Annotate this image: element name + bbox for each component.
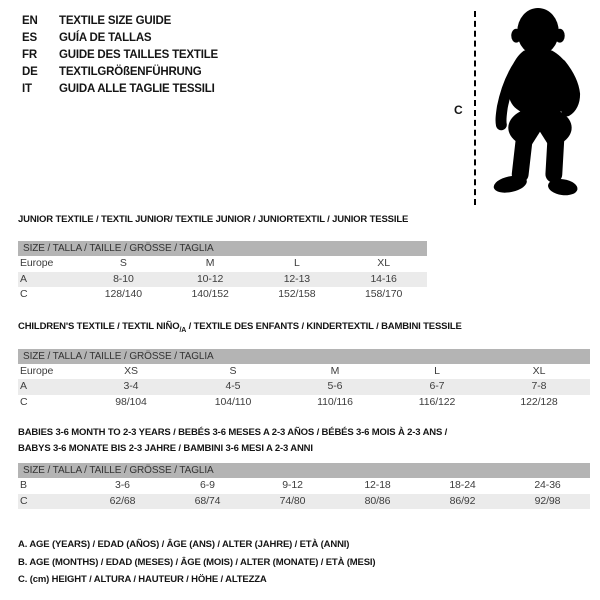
legend-note: B. AGE (MONTHS) / EDAD (MESES) / ÂGE (MOIS) / ALTER (MONATE) / ETÀ (MESI) bbox=[18, 556, 376, 568]
size-cell: 3-4 bbox=[123, 380, 139, 393]
size-table bbox=[18, 241, 427, 303]
size-cell: 10-12 bbox=[196, 272, 224, 285]
table-row bbox=[18, 256, 427, 272]
row-label: B bbox=[20, 479, 27, 491]
title-text: BABIES 3-6 MONTH TO 2-3 YEARS / BEBÉS 3-6 MESES A 2-3 AÑOS / BÉBÉS 3-6 MOIS À 2-3 ANS / bbox=[18, 427, 448, 438]
language-row bbox=[22, 12, 218, 29]
size-cell: 116/122 bbox=[418, 395, 456, 408]
size-header-bar: SIZE / TALLA / TAILLE / GRÖSSE / TAGLIA bbox=[18, 463, 590, 478]
size-cell: 152/158 bbox=[278, 288, 316, 300]
size-cell: 62/68 bbox=[109, 494, 136, 507]
size-cell: 6-7 bbox=[429, 380, 445, 393]
size-cell: 74/80 bbox=[279, 494, 306, 507]
row-label: C bbox=[20, 395, 28, 408]
legend-note: A. AGE (YEARS) / EDAD (AÑOS) / ÂGE (ANS) / ALTER (JAHRE) / ETÀ (ANNI) bbox=[18, 539, 350, 550]
row-label: C bbox=[20, 494, 28, 507]
language-code: IT bbox=[22, 82, 32, 95]
height-measure-line bbox=[474, 11, 476, 205]
size-table bbox=[18, 463, 590, 509]
language-label: GUÍA DE TALLAS bbox=[59, 31, 152, 44]
table-row bbox=[18, 379, 590, 395]
size-cell: 5-6 bbox=[327, 380, 343, 393]
language-label: TEXTILGRÖßENFÜHRUNG bbox=[59, 65, 202, 78]
table-row bbox=[18, 494, 590, 510]
size-cell: 80/86 bbox=[364, 494, 391, 507]
size-cell: 128/140 bbox=[104, 288, 142, 300]
language-code: FR bbox=[22, 48, 37, 61]
size-cell: XS bbox=[124, 364, 138, 377]
size-cell: S bbox=[229, 364, 237, 377]
size-header-bar: SIZE / TALLA / TAILLE / GRÖSSE / TAGLIA bbox=[18, 349, 590, 364]
table-title bbox=[18, 319, 590, 339]
size-cell: 4-5 bbox=[225, 380, 241, 393]
table-row bbox=[18, 287, 427, 303]
title-text: BABYS 3-6 MONATE BIS 2-3 JAHRE / BAMBINI 3-6 MESI A 2-3 ANNI bbox=[18, 443, 313, 454]
table-row bbox=[18, 478, 590, 494]
legend-note: C. (cm) HEIGHT / ALTURA / HAUTEUR / HÖHE / ALTEZZA bbox=[18, 574, 267, 585]
size-cell: M bbox=[205, 257, 215, 269]
row-label: A bbox=[20, 272, 27, 285]
language-code: EN bbox=[22, 14, 38, 27]
table-title bbox=[18, 441, 590, 457]
row-label: A bbox=[20, 380, 27, 393]
size-cell: 12-18 bbox=[364, 479, 391, 491]
table-title bbox=[18, 212, 427, 228]
language-label: GUIDA ALLE TAGLIE TESSILI bbox=[59, 82, 215, 95]
size-cell: 12-13 bbox=[283, 272, 311, 285]
size-table-section bbox=[18, 425, 590, 509]
size-cell: 9-12 bbox=[282, 479, 303, 491]
size-cell: L bbox=[294, 257, 300, 269]
size-cell: 122/128 bbox=[520, 395, 558, 408]
language-row bbox=[22, 46, 218, 63]
baby-figure bbox=[450, 5, 598, 210]
title-text: /A bbox=[179, 326, 187, 334]
size-cell: 6-9 bbox=[200, 479, 215, 491]
table-row bbox=[18, 272, 427, 288]
size-cell: 92/98 bbox=[534, 494, 561, 507]
language-row bbox=[22, 80, 218, 97]
legend-notes bbox=[18, 536, 375, 589]
size-cell: XL bbox=[377, 257, 390, 269]
size-cell: 98/104 bbox=[115, 395, 147, 408]
row-label: C bbox=[20, 288, 28, 300]
table-row bbox=[18, 395, 590, 411]
language-list bbox=[22, 12, 218, 97]
size-cell: 68/74 bbox=[194, 494, 221, 507]
size-header-bar: SIZE / TALLA / TAILLE / GRÖSSE / TAGLIA bbox=[18, 241, 427, 256]
row-label: Europe bbox=[20, 364, 54, 377]
language-code: DE bbox=[22, 65, 38, 78]
height-label: C bbox=[454, 103, 463, 117]
size-cell: 158/170 bbox=[364, 288, 403, 300]
language-row bbox=[22, 63, 218, 80]
size-cell: 8-10 bbox=[113, 272, 134, 285]
size-cell: XL bbox=[532, 364, 546, 377]
language-row bbox=[22, 29, 218, 46]
size-cell: M bbox=[330, 364, 340, 377]
language-label: GUIDE DES TAILLES TEXTILE bbox=[59, 48, 218, 61]
size-cell: 18-24 bbox=[449, 479, 476, 491]
title-text: JUNIOR TEXTILE / TEXTIL JUNIOR/ TEXTILE JUNIOR / JUNIORTEXTIL / JUNIOR TESSILE bbox=[18, 214, 409, 225]
row-label: Europe bbox=[20, 257, 54, 269]
size-cell: L bbox=[434, 364, 440, 377]
size-cell: 110/116 bbox=[317, 395, 353, 408]
size-cell: 14-16 bbox=[370, 272, 397, 285]
table-title bbox=[18, 425, 590, 441]
language-label: TEXTILE SIZE GUIDE bbox=[59, 14, 172, 27]
size-cell: 24-36 bbox=[534, 479, 561, 491]
size-cell: 104/110 bbox=[214, 395, 252, 408]
size-cell: S bbox=[119, 257, 127, 269]
size-table-section bbox=[18, 212, 427, 303]
size-cell: 3-6 bbox=[115, 479, 130, 491]
size-cell: 7-8 bbox=[531, 380, 547, 393]
table-row bbox=[18, 364, 590, 380]
language-code: ES bbox=[22, 31, 37, 44]
size-cell: 86/92 bbox=[449, 494, 476, 507]
size-cell: 140/152 bbox=[191, 288, 229, 300]
title-text: / TEXTILE DES ENFANTS / KINDERTEXTIL / BAMBINI TESSILE bbox=[186, 321, 462, 332]
size-table-section bbox=[18, 319, 590, 410]
baby-silhouette-icon bbox=[482, 5, 594, 203]
title-text: CHILDREN'S TEXTILE / TEXTIL NIÑO bbox=[18, 321, 180, 332]
size-table bbox=[18, 349, 590, 411]
